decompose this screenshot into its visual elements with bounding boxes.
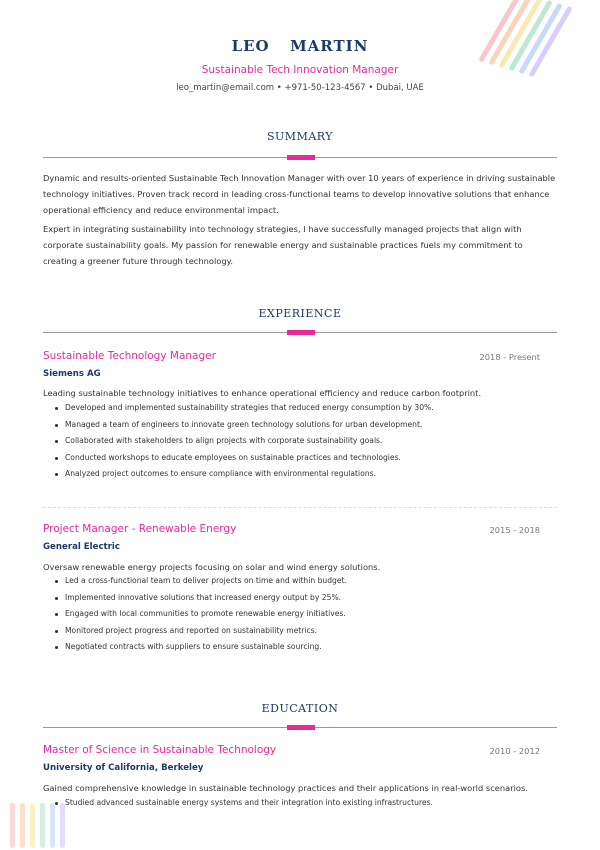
stripe [20,803,25,848]
summary-paragraph: Dynamic and results-oriented Sustainable Tech Innovation Manager with over 10 years of experience in driving sustainable technology initiatives. Proven track record in leading cross-functional teams to develop innovative solutions that enhance operational efficiency and reduce environmental impact. [43,173,556,215]
bullet-item: Collaborated with stakeholders to align projects with corporate sustainability goals. [55,436,555,453]
job-separator [43,507,557,508]
job-description: Oversaw renewable energy projects focusing on solar and wind energy solutions. [43,562,381,572]
divider-accent [287,155,315,160]
contact-info: leo_martin@email.com • +971-50-123-4567 • Dubai, UAE [176,83,424,93]
school-name: University of California, Berkeley [43,763,204,773]
job-title: Project Manager - Renewable Energy [43,523,237,535]
section-divider [43,332,557,333]
divider-accent [287,330,315,335]
summary-paragraph: Expert in integrating sustainability into technology strategies, I have successfully managed projects that align with corporate sustainability goals. My passion for renewable energy and sustainable practices fuels my commitment to creating a greener future through technology. [43,224,523,266]
job-dates: 2015 - 2018 [489,525,540,535]
job-bullets [55,403,555,486]
education-bullets [55,798,555,815]
degree-title: Master of Science in Sustainable Technology [43,744,277,756]
section-divider [43,727,557,728]
stripe [40,803,45,848]
bullet-item: Negotiated contracts with suppliers to ensure sustainable sourcing. [55,642,555,659]
bullet-item: Implemented innovative solutions that increased energy output by 25%. [55,593,555,610]
job-title: Sustainable Technology Manager [43,350,216,362]
summary-heading: SUMMARY [267,130,333,143]
candidate-name: LEO MARTIN [231,37,369,55]
section-divider [43,157,557,158]
stripe [30,803,35,848]
company-name: General Electric [43,542,120,552]
stripe [10,803,15,848]
bullet-item: Monitored project progress and reported on sustainability metrics. [55,626,555,643]
bullet-item: Analyzed project outcomes to ensure compliance with environmental regulations. [55,469,555,486]
experience-heading: EXPERIENCE [258,307,342,320]
candidate-title: Sustainable Tech Innovation Manager [201,64,399,76]
company-name: Siemens AG [43,369,101,379]
education-heading: EDUCATION [261,702,339,715]
job-description: Leading sustainable technology initiatives to enhance operational efficiency and reduce carbon footprint. [43,388,482,398]
bullet-item: Led a cross-functional team to deliver projects on time and within budget. [55,576,555,593]
bullet-item: Studied advanced sustainable energy systems and their integration into existing infrastructures. [55,798,555,815]
bullet-item: Managed a team of engineers to innovate green technology solutions for urban development. [55,420,555,437]
education-dates: 2010 - 2012 [489,746,540,756]
bullet-item: Conducted workshops to educate employees on sustainable practices and technologies. [55,453,555,470]
bullet-item: Engaged with local communities to promote renewable energy initiatives. [55,609,555,626]
job-dates: 2018 - Present [479,352,540,362]
education-description: Gained comprehensive knowledge in sustainable technology practices and their applications in real-world scenarios. [43,783,528,793]
job-bullets [55,576,555,659]
divider-accent [287,725,315,730]
bullet-item: Developed and implemented sustainability strategies that reduced energy consumption by 30%. [55,403,555,420]
